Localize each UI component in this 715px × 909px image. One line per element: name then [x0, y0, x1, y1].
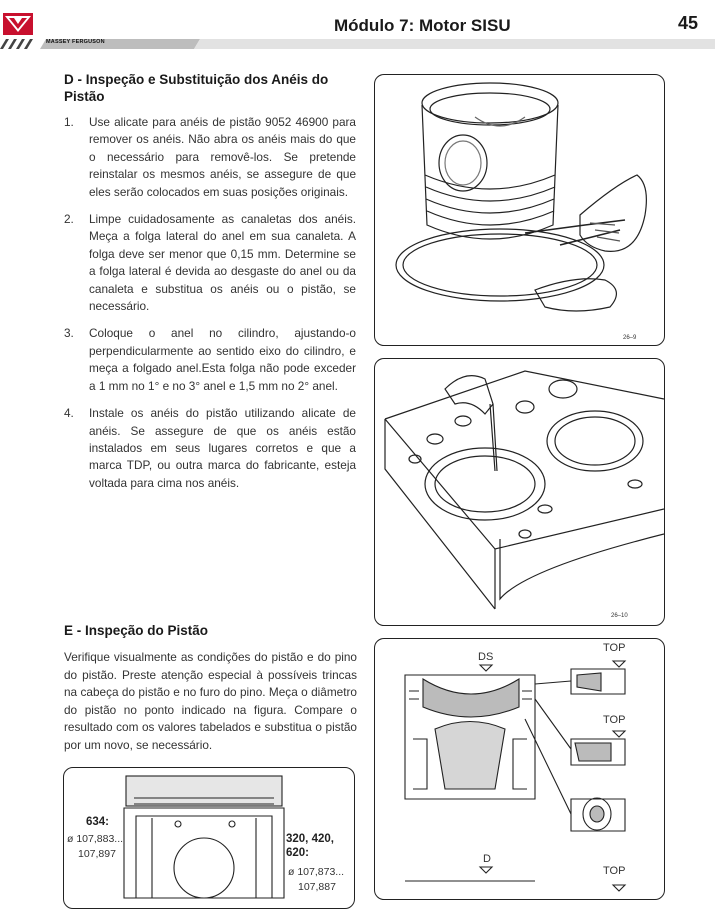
- right-value-2: 107,887: [298, 881, 336, 893]
- ds-label: DS: [478, 651, 494, 663]
- left-value-2: 107,897: [78, 848, 116, 860]
- list-number: 3.: [64, 326, 74, 341]
- piston-cross-section-illustration: [375, 639, 664, 899]
- section-d-title: D - Inspeção e Substituição dos Anéis do Pistão: [64, 72, 329, 104]
- section-e-paragraph: Verifique visualmente as condições do pistão e do pino do pistão. Preste atenção especial à possíveis trincas na cabeça do pistão e no furo do pino. Meça o diâmetro do pistão no ponto indicado na figura. Compare o resultado com os valores tabelados e substitua o pistão por um novo, se necessário.: [64, 650, 357, 752]
- list-text: Instale os anéis do pistão utilizando alicate de anéis. Se assegure de que os anéis estão instalados em seus lugares corretos e que a marca TDP, ou outra marca do fabricante, esteja voltada para cima nos anéis.: [89, 406, 356, 490]
- top-label: TOP: [603, 714, 626, 726]
- list-text: Use alicate para anéis de pistão 9052 46900 para remover os anéis. Não abra os anéis mais do que o necessário para removê-los. Se pretende reinstalar os mesmos anéis, se assegure de que eles serão colocados em suas posições originais.: [89, 115, 356, 199]
- section-e-title: E - Inspeção do Pistão: [64, 623, 209, 638]
- page-title: Módulo 7: Motor SISU: [334, 16, 511, 35]
- right-value-1: ø 107,873...: [288, 866, 345, 878]
- list-item: [64, 325, 356, 395]
- ring-instructions-list: [64, 114, 356, 502]
- list-text: Coloque o anel no cilindro, ajustando-o perpendicularmente ao sentido eixo do cilindro, e meça a folgado anel.Esta folga não pode exceder a 1 mm no 1° e no 3° anel e 1,5 mm no 2° anel.: [89, 326, 356, 393]
- d-label: D: [483, 853, 491, 865]
- page-number: 45: [678, 13, 699, 33]
- figure-label: 26–10: [611, 613, 628, 619]
- brand-name: MASSEY FERGUSON: [46, 39, 105, 45]
- piston-ring-pliers-illustration: [375, 75, 664, 345]
- list-item: [64, 405, 356, 492]
- list-number: 2.: [64, 212, 74, 227]
- figure-ring-pliers: [374, 74, 665, 346]
- left-model-label: 634:: [86, 816, 110, 828]
- list-number: 1.: [64, 115, 74, 129]
- figure-piston-diameter: [63, 767, 355, 909]
- figure-piston-section: [374, 638, 665, 900]
- list-item: [64, 211, 356, 315]
- top-label: TOP: [603, 865, 626, 877]
- left-value-1: ø 107,883...: [67, 833, 124, 845]
- list-text: Limpe cuidadosamente as canaletas dos anéis. Meça a folga lateral do anel em sua canaleta. A folga deve ser menor que 0,15 mm. Determine se a folga lateral é devida ao desgaste do anel ou da canaleta e substitua os anéis ou o pistão, se necessário.: [89, 212, 356, 314]
- right-model-label: 320, 420, 620:: [286, 833, 334, 859]
- top-label: TOP: [603, 642, 626, 654]
- list-item: [64, 114, 356, 201]
- figure-ring-gap: [374, 358, 665, 626]
- list-number: 4.: [64, 406, 74, 421]
- figure-label: 26–9: [623, 335, 637, 341]
- massey-ferguson-logo-icon: [3, 13, 33, 35]
- cylinder-ring-gap-illustration: [375, 359, 664, 625]
- header-brand-bar: [0, 39, 715, 49]
